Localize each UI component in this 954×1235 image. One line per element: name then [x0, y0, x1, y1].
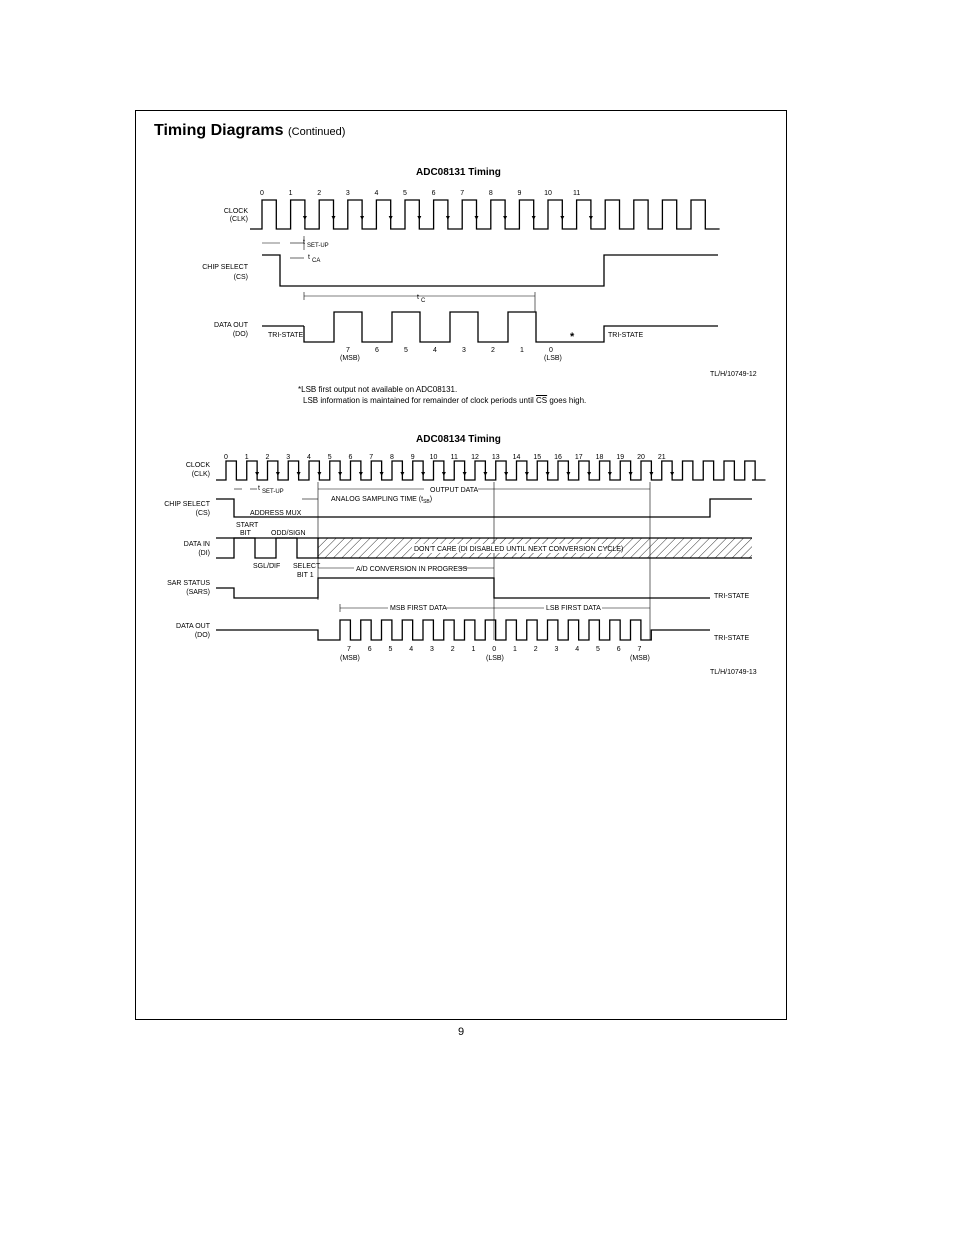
d1-dout-waveform	[304, 312, 718, 342]
clock-number: 13	[491, 454, 500, 461]
footnote-line2-post: goes high.	[547, 396, 587, 405]
clock-sample-arrowhead	[317, 472, 321, 476]
d2-msb-label: (MSB)	[340, 655, 360, 662]
d2-analog-sampling-sub: SB	[423, 499, 430, 505]
d2-msb-first-label: MSB FIRST DATA	[390, 605, 447, 612]
bit-label: 1	[471, 646, 476, 653]
d1-tc-t: t	[417, 294, 419, 301]
bit-label: 3	[430, 646, 434, 653]
clock-number: 9	[517, 190, 522, 197]
d2-clock-numbers	[224, 454, 666, 461]
clock-number: 21	[657, 454, 666, 461]
clock-number: 15	[533, 454, 542, 461]
d1-clock-waveform	[250, 200, 720, 229]
bit-label: 4	[433, 347, 437, 354]
clock-number: 19	[616, 454, 625, 461]
clock-number: 2	[317, 190, 322, 197]
clock-sample-arrowhead	[276, 472, 280, 476]
section-title-text: Timing Diagrams	[154, 122, 284, 139]
d2-address-mux-label: ADDRESS MUX	[250, 510, 302, 517]
d2-sgl-text: SGL/	[253, 563, 269, 570]
bit-label: 6	[375, 347, 379, 354]
bit-label: 5	[596, 646, 600, 653]
d1-tca-t: t	[308, 254, 310, 261]
clock-number: 11	[572, 190, 581, 197]
d1-clock-sample-arrows	[303, 206, 593, 220]
clock-sample-arrowhead	[360, 216, 364, 220]
d2-dout-waveform	[216, 620, 710, 640]
clock-number: 1	[288, 190, 293, 197]
d2-sars-sublabel: (SARS)	[186, 589, 210, 596]
d1-clock-label: CLOCK	[223, 208, 248, 215]
clock-number: 8	[390, 454, 394, 461]
d1-cs-waveform	[262, 255, 718, 286]
d2-cs-sublabel: (CS)	[195, 510, 210, 517]
clock-number: 20	[637, 454, 645, 461]
d1-tca-sub: CA	[312, 258, 321, 264]
clock-sample-arrowhead	[380, 472, 384, 476]
d2-dont-care-label: DON'T CARE (DI DISABLED UNTIL NEXT CONVERSION CYCLE)	[414, 546, 624, 553]
bit-label: 5	[388, 646, 393, 653]
clock-sample-arrowhead	[303, 216, 307, 220]
clock-number: 3	[345, 190, 350, 197]
clock-sample-arrowhead	[504, 472, 508, 476]
d2-bit-labels	[347, 646, 642, 653]
clock-sample-arrowhead	[400, 472, 404, 476]
d1-tristate-right-label: TRI-STATE	[608, 332, 644, 339]
d2-tsetup-sub: SET-UP	[262, 489, 284, 495]
clock-sample-arrowhead	[649, 472, 653, 476]
d2-clock-label: CLOCK	[185, 462, 210, 469]
clock-sample-arrowhead	[297, 472, 301, 476]
clock-number: 0	[224, 454, 228, 461]
d2-start-bit-sublabel: BIT	[240, 530, 251, 537]
d2-conversion-label: A/D CONVERSION IN PROGRESS	[356, 566, 468, 573]
d1-clock-numbers	[260, 190, 580, 197]
d2-sgl-dif-label	[253, 563, 280, 570]
d1-cs-label: CHIP SELECT	[202, 264, 248, 271]
bit-label: 3	[554, 646, 559, 653]
clock-number: 3	[286, 454, 291, 461]
clock-sample-arrowhead	[503, 216, 507, 220]
bit-label: 4	[575, 646, 580, 653]
clock-sample-arrowhead	[359, 472, 363, 476]
bit-label: 1	[513, 646, 517, 653]
clock-number: 14	[512, 454, 521, 461]
d1-asterisk: *	[570, 331, 575, 343]
d2-dout-sublabel: (DO)	[194, 632, 210, 639]
clock-number: 5	[403, 190, 407, 197]
d2-analog-sampling-text: ANALOG SAMPLING TIME (t	[331, 496, 424, 503]
bit-label: 0	[492, 646, 497, 653]
clock-number: 11	[450, 454, 458, 461]
clock-number: 1	[244, 454, 249, 461]
d1-tsetup-sub: SET-UP	[307, 243, 329, 249]
clock-sample-arrowhead	[589, 216, 593, 220]
diagram2-figure-ref: TL/H/10749-13	[710, 669, 757, 676]
clock-sample-arrowhead	[417, 216, 421, 220]
clock-number: 17	[574, 454, 583, 461]
d1-tsetup-t: t	[303, 239, 305, 246]
clock-number: 10	[544, 190, 552, 197]
clock-sample-arrowhead	[463, 472, 467, 476]
clock-number: 6	[431, 190, 436, 197]
d2-clock-sample-arrows	[255, 464, 674, 476]
clock-sample-arrowhead	[629, 472, 633, 476]
clock-sample-arrowhead	[525, 472, 529, 476]
footnote-line1: *LSB first output not available on ADC08131.	[298, 385, 458, 394]
bit-label: 4	[409, 646, 414, 653]
footnote-line2-pre: LSB information is maintained for remainder of clock periods until	[303, 396, 536, 405]
d2-clock-sublabel: (CLK)	[191, 471, 210, 478]
clock-number: 12	[471, 454, 479, 461]
clock-sample-arrowhead	[587, 472, 591, 476]
bit-label: 3	[462, 347, 466, 354]
clock-number: 8	[488, 190, 493, 197]
d2-sars-label: SAR STATUS	[167, 580, 210, 587]
bit-label: 2	[533, 646, 538, 653]
diagram1-figure-ref: TL/H/10749-12	[710, 371, 757, 378]
d2-sars-waveform	[216, 578, 710, 598]
bit-label: 7	[347, 646, 351, 653]
clock-sample-arrowhead	[608, 472, 612, 476]
d1-lsb-label: (LSB)	[544, 355, 562, 362]
section-continued: (Continued)	[287, 126, 346, 138]
clock-sample-arrowhead	[332, 216, 336, 220]
d2-sars-tristate-label: TRI-STATE	[714, 593, 750, 600]
d2-din-sublabel: (DI)	[198, 550, 210, 557]
d2-lsb-first-label: LSB FIRST DATA	[546, 605, 601, 612]
diagram2	[164, 454, 765, 662]
clock-sample-arrowhead	[546, 472, 550, 476]
d2-select-bit-label: SELECT	[293, 563, 321, 570]
d2-din-label: DATA IN	[183, 541, 210, 548]
clock-number: 0	[260, 190, 264, 197]
page-number: 9	[458, 1026, 465, 1038]
d1-cs-sublabel: (CS)	[233, 274, 248, 281]
bit-label: 2	[491, 347, 495, 354]
clock-number: 5	[327, 454, 332, 461]
diagram1	[202, 190, 719, 362]
d2-odd-sign-label: ODD/SIGN	[271, 530, 306, 537]
d2-start-bit-label: START	[236, 522, 259, 529]
d1-dout-sublabel: (DO)	[232, 331, 248, 338]
d2-cs-label: CHIP SELECT	[164, 501, 210, 508]
d2-dout-label: DATA OUT	[176, 623, 210, 630]
diagram2-title: ADC08134 Timing	[416, 434, 501, 445]
clock-number: 16	[554, 454, 562, 461]
d2-output-data-label: OUTPUT DATA	[430, 487, 479, 494]
clock-number: 9	[410, 454, 415, 461]
d2-msb-end-label: (MSB)	[630, 655, 650, 662]
clock-number: 4	[307, 454, 311, 461]
d2-dif-text: DIF	[268, 563, 281, 570]
clock-number: 10	[429, 454, 438, 461]
d2-lsb-label: (LSB)	[486, 655, 504, 662]
bit-label: 6	[616, 646, 621, 653]
clock-sample-arrowhead	[338, 472, 342, 476]
d1-bit-labels	[346, 347, 553, 354]
clock-number: 4	[374, 190, 379, 197]
d2-din-waveform	[216, 538, 318, 558]
clock-number: 2	[265, 454, 270, 461]
d2-dout-tristate-label: TRI-STATE	[714, 635, 750, 642]
d2-analog-sampling: ANALOG SAMPLING TIME $(t_{SB})$	[331, 496, 433, 505]
clock-sample-arrowhead	[560, 216, 564, 220]
d2-tsetup-t: t	[258, 485, 260, 492]
bit-label: 5	[404, 347, 408, 354]
d1-msb-label: (MSB)	[340, 355, 360, 362]
clock-sample-arrowhead	[566, 472, 570, 476]
bit-label: 6	[367, 646, 372, 653]
footnote-cs: $\overline{CS}$	[536, 396, 548, 405]
bit-label: 2	[450, 646, 455, 653]
clock-number: 7	[369, 454, 374, 461]
bit-label: 0	[549, 347, 553, 354]
clock-number: 6	[348, 454, 353, 461]
d1-clock-sublabel: (CLK)	[229, 216, 248, 223]
diagram1-title: ADC08131 Timing	[416, 167, 501, 178]
clock-sample-arrowhead	[446, 216, 450, 220]
clock-sample-arrowhead	[475, 216, 479, 220]
clock-sample-arrowhead	[255, 472, 259, 476]
clock-number: 18	[595, 454, 604, 461]
clock-sample-arrowhead	[389, 216, 393, 220]
clock-sample-arrowhead	[421, 472, 425, 476]
clock-sample-arrowhead	[483, 472, 487, 476]
d1-dout-label: DATA OUT	[214, 322, 248, 329]
bit-label: 7	[346, 347, 350, 354]
clock-sample-arrowhead	[670, 472, 674, 476]
clock-number: 7	[460, 190, 465, 197]
clock-sample-arrowhead	[442, 472, 446, 476]
d1-tc-sub: C	[421, 298, 426, 304]
clock-sample-arrowhead	[532, 216, 536, 220]
d2-select-bit-sublabel: BIT 1	[297, 572, 314, 579]
d1-tristate-left-label: TRI-STATE	[268, 332, 304, 339]
bit-label: 1	[520, 347, 524, 354]
bit-label: 7	[637, 646, 642, 653]
